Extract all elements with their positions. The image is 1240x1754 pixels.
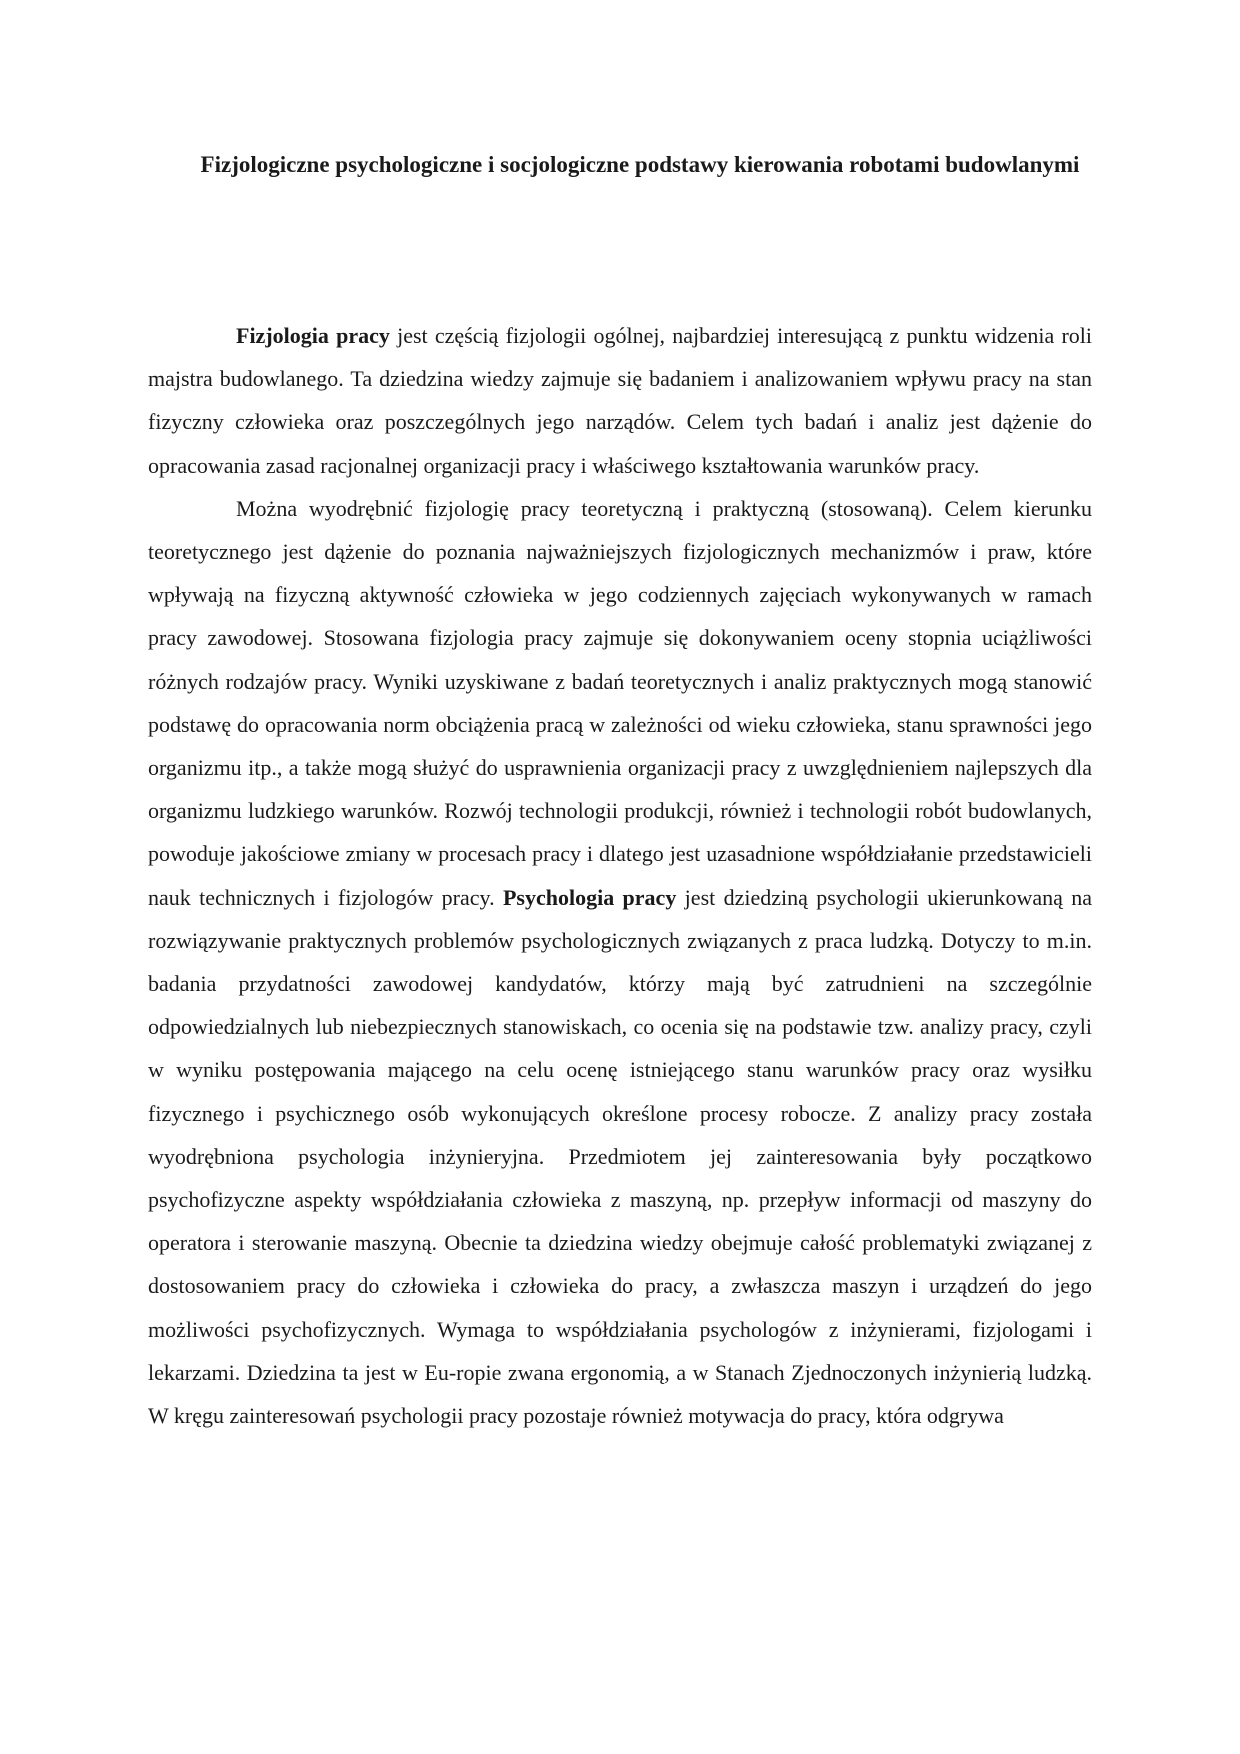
paragraph-text: jest częścią fizjologii ogólnej, najbardziej interesującą z punktu widzenia roli majstra budowlanego. Ta dziedzina wiedzy zajmuje się badaniem i analizowaniem wpływu pracy na stan fizyczny człowieka oraz poszczególnych jego narządów. Celem tych badań i analiz jest dążenie do opracowania zasad racjonalnej organizacji pracy i właściwego kształtowania warunków pracy. [148, 323, 1092, 478]
term-psychology-of-work: Psychologia pracy [502, 884, 677, 910]
paragraph-text: Można wyodrębnić fizjologię pracy teoretyczną i praktyczną (stosowaną). Celem kierunku teoretycznego jest dążenie do poznania najważniejszych fizjologicznych mechanizmów i praw, które wpływają na fizyczną aktywność człowieka w jego codziennych zajęciach wykonywanych w ramach pracy zawodowej. Stosowana fizjologia pracy zajmuje się dokonywaniem oceny stopnia uciążliwości różnych rodzajów pracy. Wyniki uzyskiwane z badań teoretycznych i analiz praktycznych mogą stanowić podstawę do opracowania norm obciążenia pracą w zależności od wieku człowieka, stanu sprawności jego organizmu itp., a także mogą służyć do usprawnienia organizacji pracy z uwzględnieniem najlepszych dla organizmu ludzkiego warunków. Rozwój technologii produkcji, również i technologii robót budowlanych, powoduje jakościowe zmiany w procesach pracy i dlatego jest uzasadnione współdziałanie przedstawicieli nauk technicznych i fizjologów pracy. [148, 495, 1092, 910]
document-body [148, 314, 1092, 1437]
paragraph-text: jest dziedziną psychologii ukierunkowaną na rozwiązywanie praktycznych problemów psychologicznych związanych z praca ludzką. Dotyczy to m.in. badania przydatności zawodowej kandydatów, którzy mają być zatrudnieni na szczególnie odpowiedzialnych lub niebezpiecznych stanowiskach, co ocenia się na podstawie tzw. analizy pracy, czyli w wyniku postępowania mającego na celu ocenę istniejącego stanu warunków pracy oraz wysiłku fizycznego i psychicznego osób wykonujących określone procesy robocze. Z analizy pracy została wyodrębniona psychologia inżynieryjna. Przedmiotem jej zainteresowania były początkowo psychofizyczne aspekty współdziałania człowieka z maszyną, np. przepływ informacji od maszyny do operatora i sterowanie maszyną. Obecnie ta dziedzina wiedzy obejmuje całość problematyki związanej z dostosowaniem pracy do człowieka i człowieka do pracy, a zwłaszcza maszyn i urządzeń do jego możliwości psychofizycznych. Wymaga to współdziałania psychologów z inżynierami, fizjologami i lekarzami. Dziedzina ta jest w Eu-ropie zwana ergonomią, a w Stanach Zjednoczonych inżynierią ludzką. W kręgu zainteresowań psychologii pracy pozostaje również motywacja do pracy, która odgrywa [148, 884, 1092, 1429]
paragraph-psychology [148, 487, 1092, 1437]
paragraph-physiology [148, 314, 1092, 487]
term-physiology-of-work: Fizjologia pracy [236, 323, 390, 348]
document-title: Fizjologiczne psychologiczne i socjologiczne podstawy kierowania robotami budowlanymi [200, 152, 1080, 177]
